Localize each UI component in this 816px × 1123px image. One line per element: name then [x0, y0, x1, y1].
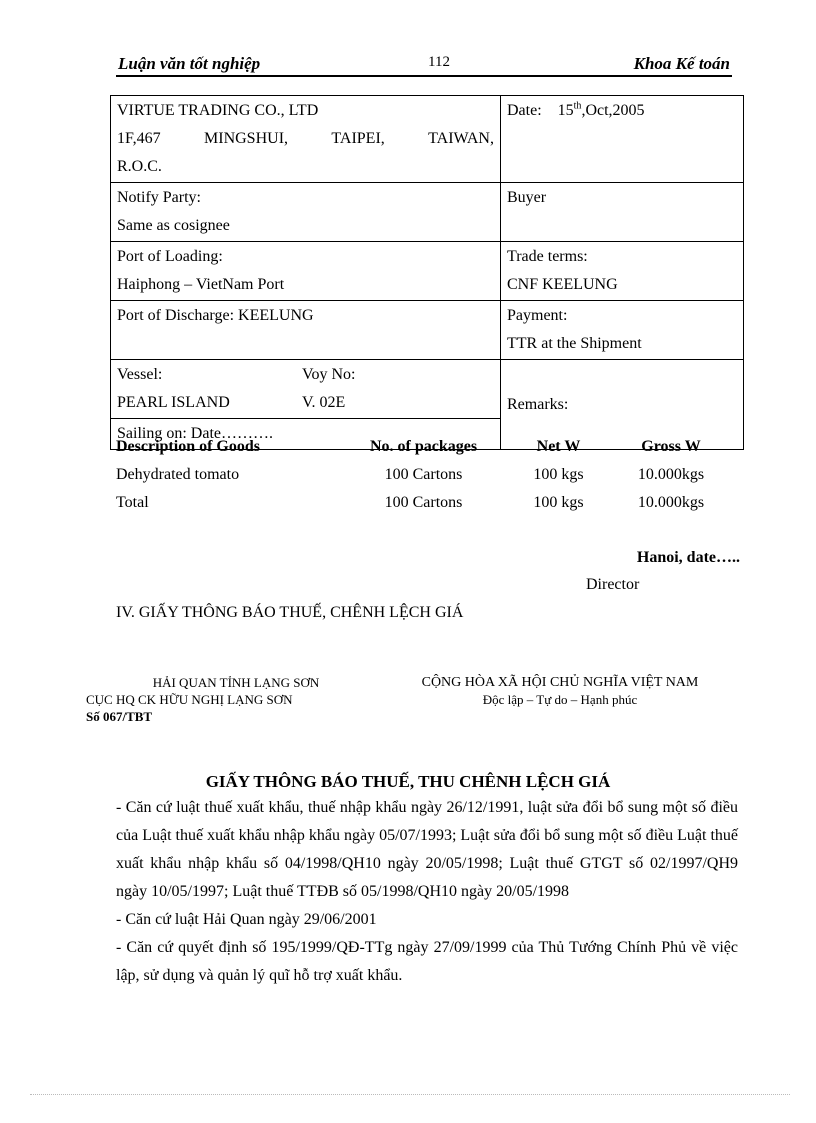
payment-label: Payment:: [507, 307, 568, 324]
goods-cell: 100 Cartons: [384, 466, 463, 483]
loading-label: Port of Loading:: [117, 248, 223, 265]
header-left-text: Luận văn tốt nghiệp: [118, 54, 261, 73]
buyer-cell: [501, 183, 744, 242]
goods-cell: 100 kgs: [533, 466, 584, 483]
agency-line-1: HẢI QUAN TỈNH LẠNG SƠN: [152, 675, 320, 690]
document-title: GIẤY THÔNG BÁO THUẾ, THU CHÊNH LỆCH GIÁ: [205, 772, 611, 791]
goods-cell: 10.000kgs: [637, 494, 705, 511]
date-value: 15th,Oct,2005: [557, 100, 645, 119]
agency-doc-number: Số 067/TBT: [86, 709, 153, 724]
agency-block: [86, 674, 386, 725]
remarks-label: Remarks:: [507, 395, 569, 413]
header-rule: [116, 75, 732, 77]
signature-title: Director: [586, 576, 640, 593]
vessel-value: PEARL ISLAND: [117, 394, 230, 411]
discharge-cell: [111, 301, 501, 360]
goods-cell: 10.000kgs: [637, 466, 705, 483]
paragraph: - Căn cứ luật thuế xuất khẩu, thuế nhập khẩu ngày 26/12/1991, luật sửa đổi bổ sung một số điều của Luật thuế xuất khẩu nhập khẩu ngày 05/07/1993; Luật sửa đổi bổ sung một số điều Luật thuế xuất khẩu nhập khẩu số 04/1998/QH10 ngày 20/05/1998; Luật thuế GTGT số 02/1997/QH9 ngày 10/05/1997; Luật thuế TTĐB số 05/1998/QH10 ngày 20/05/1998: [116, 799, 738, 900]
vessel-cell: [111, 360, 501, 419]
notify-label: Notify Party:: [117, 189, 201, 206]
goods-table: [116, 433, 746, 517]
vessel-labels: [117, 361, 494, 389]
paragraph: - Căn cứ quyết định số 195/1999/QĐ-TTg ngày 27/09/1999 của Thủ Tướng Chính Phủ về việc lập, sử dụng và quản lý quĩ hỗ trợ xuất khẩu.: [116, 939, 738, 984]
republic-block: [390, 674, 730, 708]
page-number: 112: [428, 54, 450, 70]
payment-cell: [501, 301, 744, 360]
footer-divider: [30, 1094, 790, 1095]
payment-value: TTR at the Shipment: [507, 335, 642, 352]
seller-cell: [111, 96, 501, 183]
date-label: Date:: [507, 102, 542, 119]
goods-header-packages: No. of packages: [369, 438, 478, 455]
sailing-text: Sailing on: Date……….: [117, 425, 273, 442]
goods-cell: Total: [116, 494, 149, 511]
seller-country: R.O.C.: [117, 158, 162, 175]
goods-header-net: Net W: [536, 438, 581, 455]
shipment-table: [110, 95, 744, 450]
body-text: [116, 794, 738, 990]
section-heading: IV. GIẤY THÔNG BÁO THUẾ, CHÊNH LỆCH GIÁ: [116, 604, 464, 621]
notify-value: Same as cosignee: [117, 217, 230, 234]
vessel-values: [117, 389, 494, 417]
seller-name: VIRTUE TRADING CO., LTD: [117, 102, 319, 119]
goods-cell: 100 kgs: [533, 494, 584, 511]
goods-header-gross: Gross W: [641, 438, 701, 455]
trade-terms-cell: [501, 242, 744, 301]
goods-header-description: Description of Goods: [116, 438, 260, 455]
paragraph: - Căn cứ luật Hải Quan ngày 29/06/2001: [116, 911, 377, 928]
notify-cell: [111, 183, 501, 242]
buyer-label: Buyer: [507, 189, 547, 206]
goods-cell: Dehydrated tomato: [116, 466, 240, 483]
signature-date: Hanoi, date…..: [636, 549, 740, 566]
voy-value: V. 02E: [302, 394, 346, 411]
goods-header-row: [116, 433, 746, 461]
vessel-label: Vessel:: [117, 366, 163, 383]
agency-line-2: CỤC HQ CK HỮU NGHỊ LẠNG SƠN: [86, 692, 293, 707]
trade-terms-label: Trade terms:: [507, 248, 588, 265]
seller-address: 1F,467 MINGSHUI, TAIPEI, TAIWAN,: [117, 130, 494, 147]
voy-label: Voy No:: [302, 366, 356, 383]
loading-cell: [111, 242, 501, 301]
goods-cell: 100 Cartons: [384, 494, 463, 511]
republic-motto: Độc lập – Tự do – Hạnh phúc: [482, 692, 638, 707]
goods-row: [116, 489, 746, 517]
header-right-text: Khoa Kế toán: [633, 54, 730, 73]
goods-row: [116, 461, 746, 489]
date-cell: [501, 96, 744, 183]
republic-line-1: CỘNG HÒA XÃ HỘI CHỦ NGHĨA VIỆT NAM: [421, 675, 699, 690]
discharge-text: Port of Discharge: KEELUNG: [117, 307, 314, 324]
loading-value: Haiphong – VietNam Port: [117, 276, 285, 293]
trade-terms-value: CNF KEELUNG: [507, 276, 618, 293]
